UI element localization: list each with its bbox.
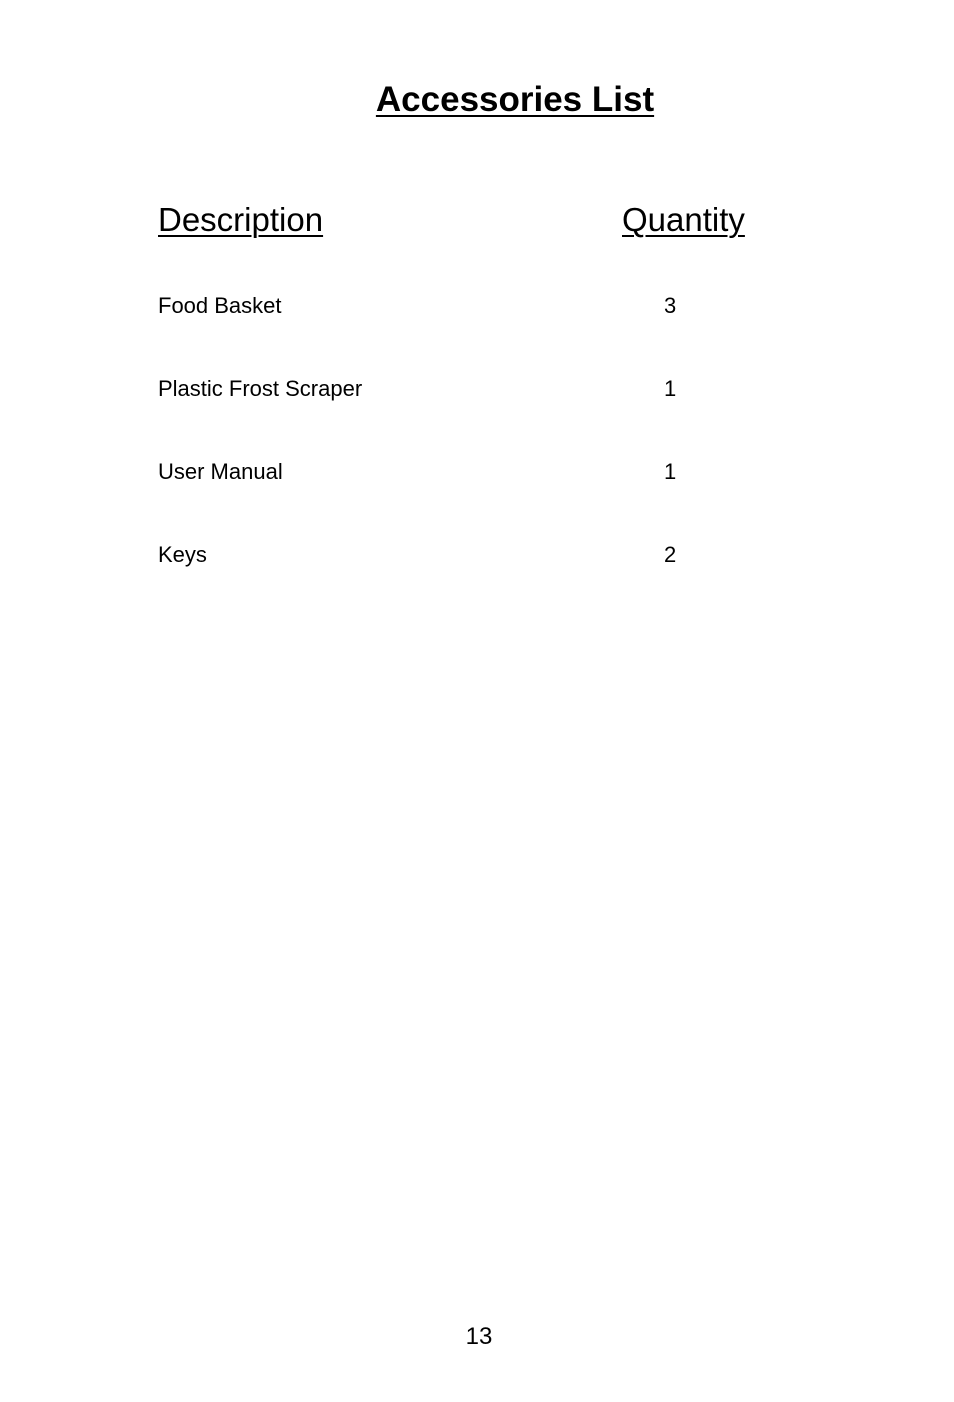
item-description: Keys (158, 542, 207, 567)
page-title: Accessories List (375, 80, 655, 119)
item-description: Food Basket (158, 293, 282, 318)
description-column-header: Description (158, 201, 324, 238)
item-quantity: 1 (664, 459, 677, 484)
item-quantity: 3 (664, 293, 677, 318)
list-item (0, 374, 954, 404)
page-number: 13 (465, 1323, 493, 1350)
item-description: User Manual (158, 459, 283, 484)
item-description: Plastic Frost Scraper (158, 376, 363, 401)
list-item (0, 540, 954, 570)
quantity-column-header: Quantity (622, 201, 745, 238)
list-item (0, 457, 954, 487)
item-quantity: 2 (664, 542, 677, 567)
list-item (0, 291, 954, 321)
item-quantity: 1 (664, 376, 677, 401)
